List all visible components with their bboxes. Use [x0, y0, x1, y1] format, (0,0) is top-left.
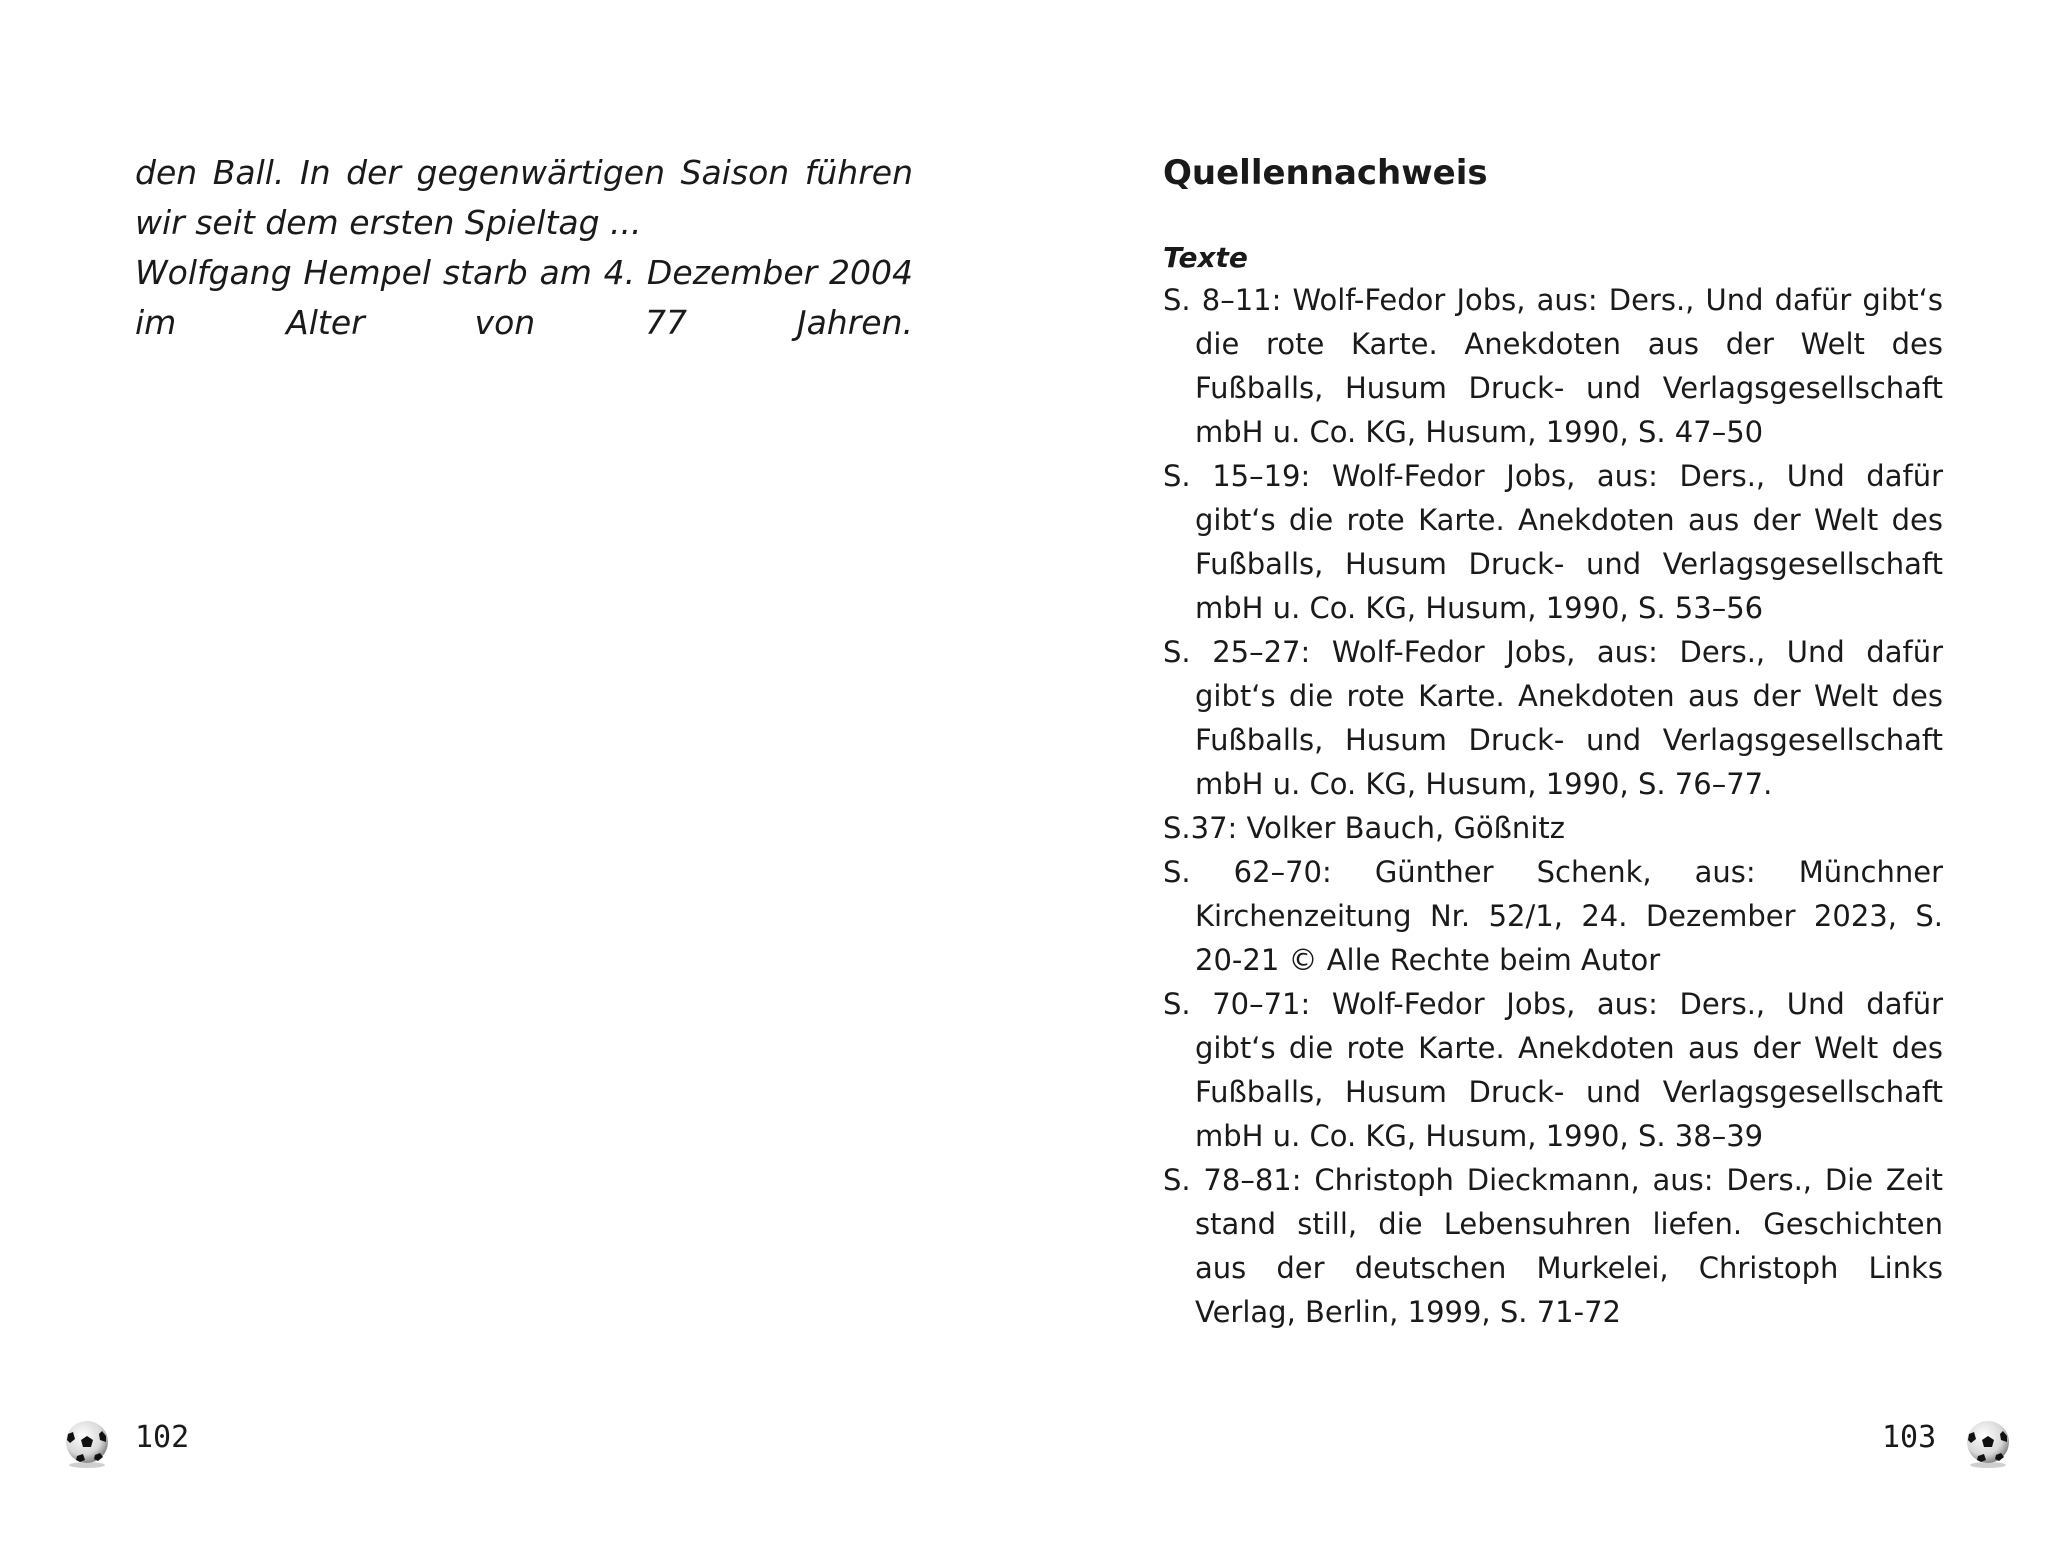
source-entry: S.37: Volker Bauch, Gößnitz [1163, 811, 1565, 845]
source-list [1163, 278, 1943, 1334]
source-entry: S. 62–70: Günther Schenk, aus: Münchner Kirchenzeitung Nr. 52/1, 24. Dezember 2023, S. 20-21 © Alle Rechte beim Autor [1163, 855, 1943, 977]
subheading: Texte [1163, 241, 1248, 274]
paragraph: Wolfgang Hempel starb am 4. Dezember 2004 im Alter von 77 Jahren. [135, 253, 913, 342]
paragraph: den Ball. In der gegenwärtigen Saison führen wir seit dem ersten Spieltag ... [135, 153, 913, 242]
source-entry: S. 70–71: Wolf-Fedor Jobs, aus: Ders., Und dafür gibt‘s die rote Karte. Anekdoten aus der Welt des Fußballs, Husum Druck- und Verlagsgesellschaft mbH u. Co. KG, Husum, 1990, S. 38–39 [1163, 987, 1943, 1153]
section-title: Quellennachweis [1163, 153, 1488, 193]
source-entry: S. 25–27: Wolf-Fedor Jobs, aus: Ders., Und dafür gibt‘s die rote Karte. Anekdoten aus der Welt des Fußballs, Husum Druck- und Verlagsgesellschaft mbH u. Co. KG, Husum, 1990, S. 76–77. [1163, 635, 1943, 801]
left-page-body [135, 148, 913, 348]
soccer-ball-icon [1963, 1418, 2013, 1468]
right-page-body [1163, 148, 1943, 1334]
page-number: 102 [135, 1420, 190, 1455]
page-number: 103 [1882, 1420, 1937, 1455]
source-entry: S. 15–19: Wolf-Fedor Jobs, aus: Ders., Und dafür gibt‘s die rote Karte. Anekdoten aus der Welt des Fußballs, Husum Druck- und Verlagsgesellschaft mbH u. Co. KG, Husum, 1990, S. 53–56 [1163, 459, 1943, 625]
source-entry: S. 78–81: Christoph Dieckmann, aus: Ders., Die Zeit stand still, die Lebensuhren liefen. Geschichten aus der deutschen Murkelei, Christoph Links Verlag, Berlin, 1999, S. 71-72 [1163, 1163, 1943, 1329]
soccer-ball-icon [62, 1418, 112, 1468]
source-entry: S. 8–11: Wolf-Fedor Jobs, aus: Ders., Und dafür gibt‘s die rote Karte. Anekdoten aus der Welt des Fußballs, Husum Druck- und Verlagsgesellschaft mbH u. Co. KG, Husum, 1990, S. 47–50 [1163, 283, 1943, 449]
